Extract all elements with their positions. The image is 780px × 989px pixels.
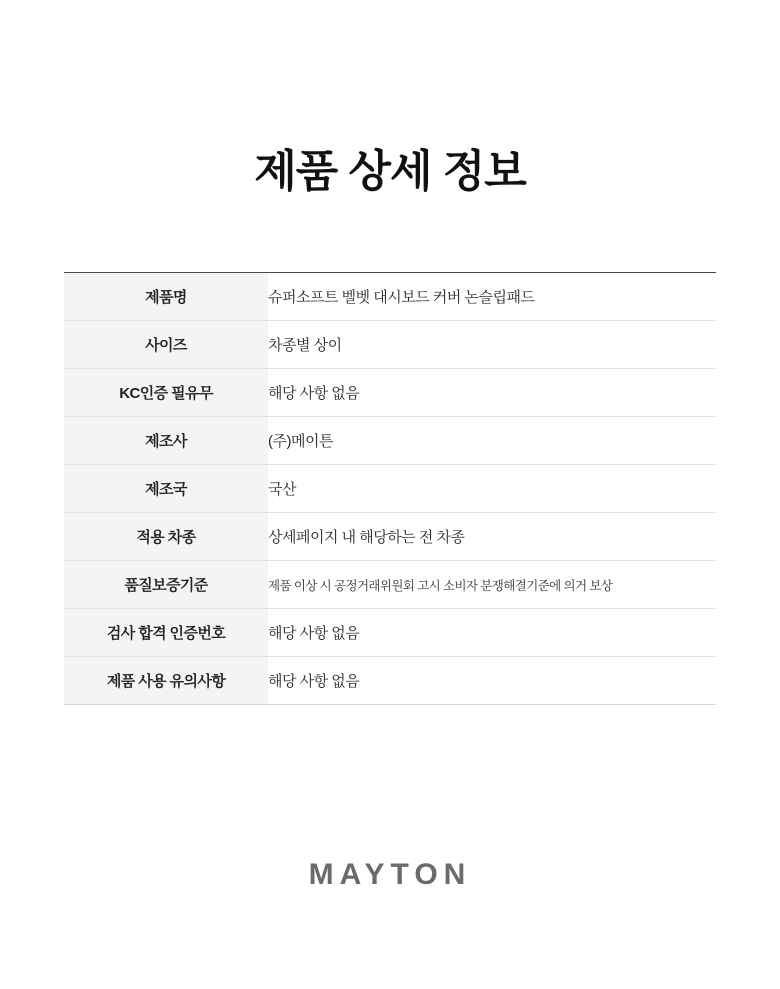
spec-value: 상세페이지 내 해당하는 전 차종 xyxy=(268,513,716,561)
spec-label: 제조국 xyxy=(64,465,268,513)
table-row xyxy=(64,369,716,417)
spec-value: 국산 xyxy=(268,465,716,513)
spec-value: 제품 이상 시 공정거래위원회 고시 소비자 분쟁해결기준에 의거 보상 xyxy=(268,561,716,609)
table-row xyxy=(64,657,716,705)
table-row xyxy=(64,609,716,657)
table-row xyxy=(64,513,716,561)
table-row xyxy=(64,561,716,609)
spec-table-container xyxy=(64,196,716,705)
spec-value: (주)메이튼 xyxy=(268,417,716,465)
spec-label: 제품 사용 유의사항 xyxy=(64,657,268,705)
spec-value: 해당 사항 없음 xyxy=(268,369,716,417)
spec-label: 적용 차종 xyxy=(64,513,268,561)
spec-label: 제조사 xyxy=(64,417,268,465)
spec-label: 제품명 xyxy=(64,273,268,321)
table-row xyxy=(64,465,716,513)
spec-value: 슈퍼소프트 벨벳 대시보드 커버 논슬립패드 xyxy=(268,273,716,321)
spec-label: 품질보증기준 xyxy=(64,561,268,609)
table-row xyxy=(64,417,716,465)
spec-value: 차종별 상이 xyxy=(268,321,716,369)
table-row xyxy=(64,321,716,369)
product-spec-table xyxy=(64,272,716,705)
spec-label: 사이즈 xyxy=(64,321,268,369)
spec-value: 해당 사항 없음 xyxy=(268,609,716,657)
table-row xyxy=(64,273,716,321)
spec-label: 검사 합격 인증번호 xyxy=(64,609,268,657)
page-title: 제품 상세 정보 xyxy=(254,147,526,196)
spec-label: KC인증 필유무 xyxy=(64,369,268,417)
spec-table-body xyxy=(64,273,716,705)
spec-value: 해당 사항 없음 xyxy=(268,657,716,705)
brand-logo-text: MAYTON xyxy=(308,858,472,891)
